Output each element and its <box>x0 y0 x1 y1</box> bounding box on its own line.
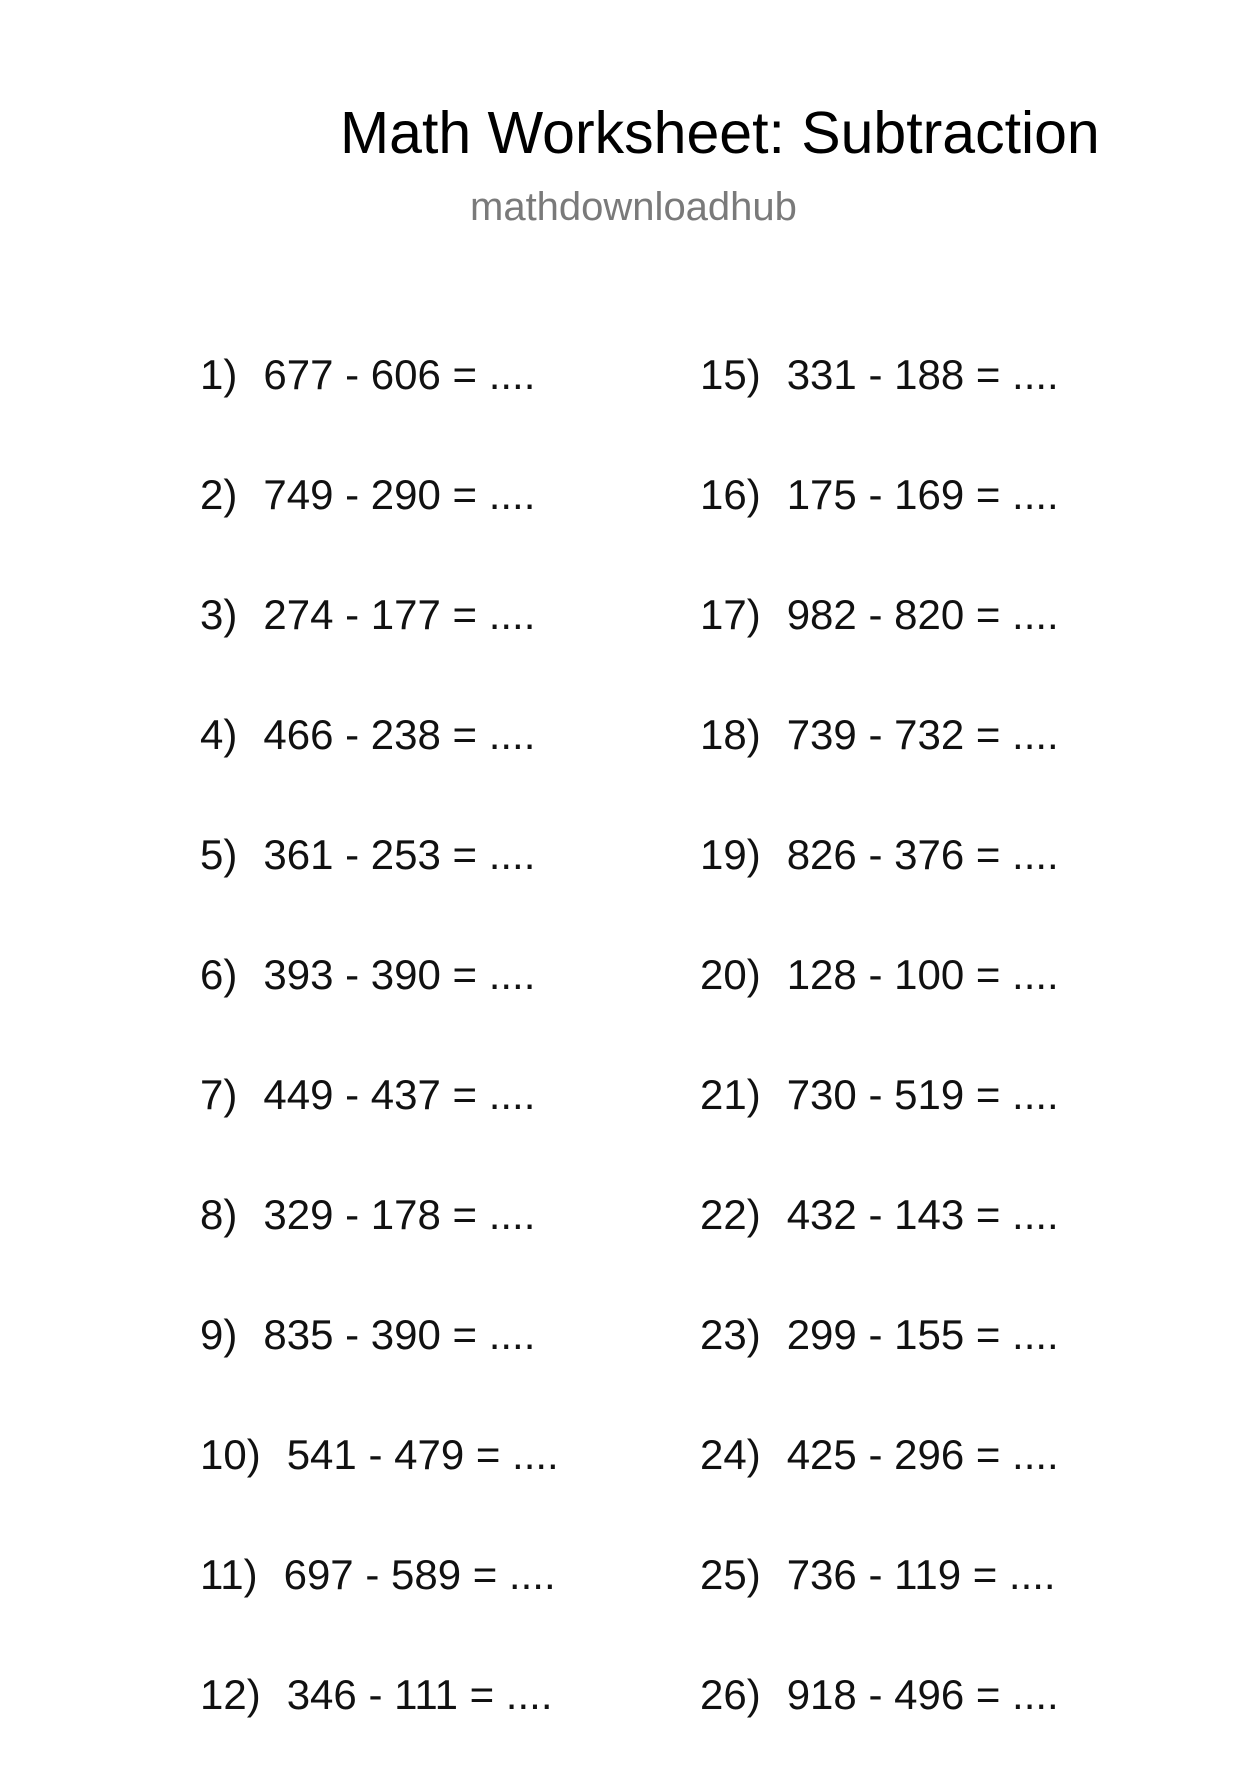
page-title: Math Worksheet: Subtraction <box>340 100 1100 166</box>
problem-number: 17) <box>700 591 761 638</box>
problem-item <box>700 470 1059 590</box>
problem-expression: 730 - 519 = .... <box>786 1071 1059 1118</box>
problem-item <box>200 1190 559 1310</box>
problem-number: 1) <box>200 351 238 398</box>
problem-item <box>700 350 1059 470</box>
problem-number: 5) <box>200 831 238 878</box>
problem-item <box>700 1190 1059 1310</box>
problem-expression: 826 - 376 = .... <box>786 831 1059 878</box>
problem-item <box>200 710 559 830</box>
problem-number: 26) <box>700 1671 761 1718</box>
problem-number: 22) <box>700 1191 761 1238</box>
problem-expression: 749 - 290 = .... <box>263 471 536 518</box>
problem-number: 23) <box>700 1311 761 1358</box>
problem-number: 21) <box>700 1071 761 1118</box>
problem-expression: 432 - 143 = .... <box>786 1191 1059 1238</box>
problem-expression: 361 - 253 = .... <box>263 831 536 878</box>
problems-column-left <box>200 350 559 1790</box>
problem-item <box>200 830 559 950</box>
problem-number: 2) <box>200 471 238 518</box>
problem-number: 8) <box>200 1191 238 1238</box>
problem-expression: 346 - 111 = .... <box>286 1671 553 1718</box>
problem-expression: 982 - 820 = .... <box>786 591 1059 638</box>
problem-item <box>700 710 1059 830</box>
problem-item <box>700 830 1059 950</box>
problem-expression: 128 - 100 = .... <box>786 951 1059 998</box>
problem-expression: 541 - 479 = .... <box>286 1431 559 1478</box>
problem-item <box>700 1670 1059 1790</box>
problem-expression: 299 - 155 = .... <box>786 1311 1059 1358</box>
problem-item <box>200 1430 559 1550</box>
problem-expression: 449 - 437 = .... <box>263 1071 536 1118</box>
problem-item <box>700 1310 1059 1430</box>
problem-number: 10) <box>200 1431 261 1478</box>
problem-item <box>200 950 559 1070</box>
problem-item <box>700 950 1059 1070</box>
problem-expression: 425 - 296 = .... <box>786 1431 1059 1478</box>
problem-expression: 329 - 178 = .... <box>263 1191 536 1238</box>
problem-number: 12) <box>200 1671 261 1718</box>
problem-item <box>200 1070 559 1190</box>
problem-item <box>200 470 559 590</box>
problem-number: 20) <box>700 951 761 998</box>
problem-expression: 736 - 119 = .... <box>786 1551 1056 1598</box>
problem-expression: 393 - 390 = .... <box>263 951 536 998</box>
problem-number: 4) <box>200 711 238 758</box>
problem-item <box>200 1670 559 1790</box>
problem-expression: 274 - 177 = .... <box>263 591 536 638</box>
problem-expression: 466 - 238 = .... <box>263 711 536 758</box>
problem-number: 9) <box>200 1311 238 1358</box>
page-subtitle: mathdownloadhub <box>470 185 797 229</box>
problem-expression: 835 - 390 = .... <box>263 1311 536 1358</box>
problem-number: 11) <box>200 1551 258 1598</box>
problem-expression: 331 - 188 = .... <box>786 351 1059 398</box>
problem-number: 24) <box>700 1431 761 1478</box>
problem-item <box>200 1310 559 1430</box>
problem-item <box>700 590 1059 710</box>
problem-number: 6) <box>200 951 238 998</box>
problem-number: 19) <box>700 831 761 878</box>
problem-expression: 677 - 606 = .... <box>263 351 536 398</box>
problem-number: 25) <box>700 1551 761 1598</box>
problem-item <box>200 590 559 710</box>
problem-item <box>700 1070 1059 1190</box>
problem-item <box>200 1550 559 1670</box>
problem-item <box>200 350 559 470</box>
problem-item <box>700 1430 1059 1550</box>
problem-expression: 918 - 496 = .... <box>786 1671 1059 1718</box>
problem-item <box>700 1550 1059 1670</box>
problem-number: 15) <box>700 351 761 398</box>
problem-expression: 697 - 589 = .... <box>283 1551 556 1598</box>
problem-number: 16) <box>700 471 761 518</box>
problem-number: 3) <box>200 591 238 638</box>
problem-number: 7) <box>200 1071 238 1118</box>
problem-expression: 739 - 732 = .... <box>786 711 1059 758</box>
problems-column-right <box>700 350 1059 1790</box>
problem-number: 18) <box>700 711 761 758</box>
problem-expression: 175 - 169 = .... <box>786 471 1059 518</box>
